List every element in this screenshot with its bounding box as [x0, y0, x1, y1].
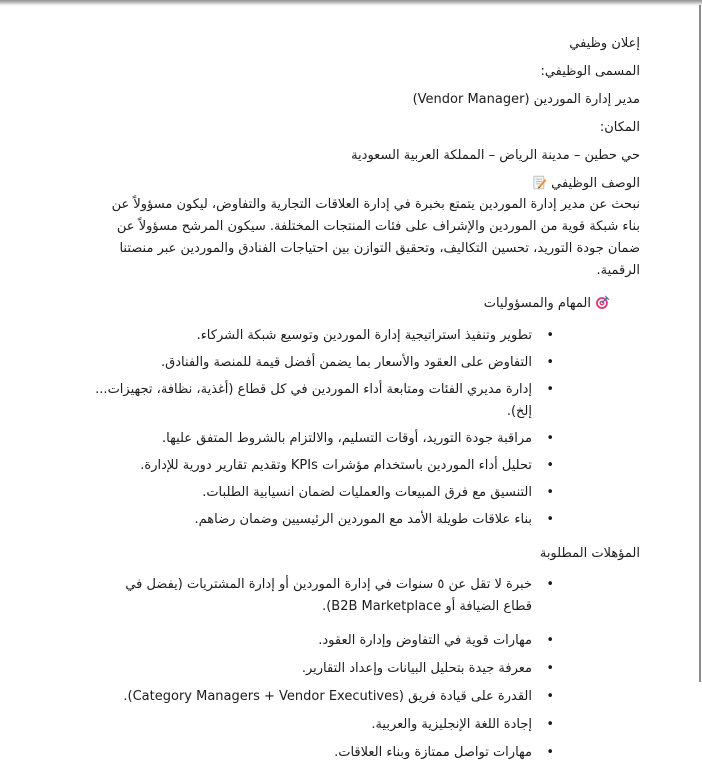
memo-icon — [532, 173, 547, 188]
location-value: حي حطين – مدينة الرياض – المملكة العربية السعودية — [351, 148, 640, 163]
description-body: نبحث عن مدير إدارة الموردين يتمتع بخبرة في إدارة العلاقات التجارية والتفاوض، ليكون مسؤولاً عن بناء شبكة قوية من الموردين والإشراف على فئات المنتجات المختلفة. سيكون المرشح مسؤولاً عن ضمان جودة التوريد، تحسين التكاليف، وتحقيق التوازن بين احتياجات الفنادق والموردين عبر منصتنا الرقمية. — [111, 197, 640, 278]
qualifications-heading: المؤهلات المطلوبة — [539, 546, 640, 561]
document-title: إعلان وظيفي — [569, 36, 640, 51]
list-item: • بناء علاقات طويلة الأمد مع الموردين الرئيسيين وضمان رضاهم. — [95, 509, 532, 531]
description-heading: الوصف الوظيفي — [551, 176, 640, 191]
list-item: • القدرة على قيادة فريق (Category Managers + Vendor Executives). — [95, 686, 532, 708]
job-title-value: مدير إدارة الموردين (Vendor Manager) — [412, 92, 640, 107]
list-item: • التفاوض على العقود والأسعار بما يضمن أفضل قيمة للمنصة والفنادق. — [95, 352, 532, 374]
list-item: • مهارات قوية في التفاوض وإدارة العقود. — [95, 630, 532, 652]
list-item: • مراقبة جودة التوريد، أوقات التسليم، والالتزام بالشروط المتفق عليها. — [95, 428, 532, 450]
responsibilities-list — [95, 325, 640, 531]
list-item: • تحليل أداء الموردين باستخدام مؤشرات KPIs وتقديم تقارير دورية للإدارة. — [95, 455, 532, 477]
list-item: • التنسيق مع فرق المبيعات والعمليات لضمان انسيابية الطلبات. — [95, 482, 532, 504]
location-label: المكان: — [599, 120, 640, 135]
qualifications-list — [95, 574, 640, 764]
list-item: • تطوير وتنفيذ استراتيجية إدارة الموردين وتوسيع شبكة الشركاء. — [95, 325, 532, 347]
list-item: • مهارات تواصل ممتازة وبناء العلاقات. — [95, 742, 532, 764]
target-icon — [595, 293, 610, 308]
list-item: • إدارة مديري الفئات ومتابعة أداء الموردين في كل قطاع (أغذية، نظافة، تجهيزات... إلخ). — [95, 379, 532, 423]
list-item: • معرفة جيدة بتحليل البيانات وإعداد التقارير. — [95, 658, 532, 680]
job-title-label: المسمى الوظيفي: — [540, 64, 640, 79]
responsibilities-heading-row — [95, 290, 640, 318]
list-item: • إجادة اللغة الإنجليزية والعربية. — [95, 714, 532, 736]
list-item: • خبرة لا تقل عن ٥ سنوات في إدارة الموردين أو إدارة المشتريات (يفضل في قطاع الضيافة أو B2B Marketplace). — [95, 574, 532, 618]
responsibilities-heading: المهام والمسؤوليات — [483, 296, 591, 311]
document-content[interactable] — [0, 6, 702, 760]
